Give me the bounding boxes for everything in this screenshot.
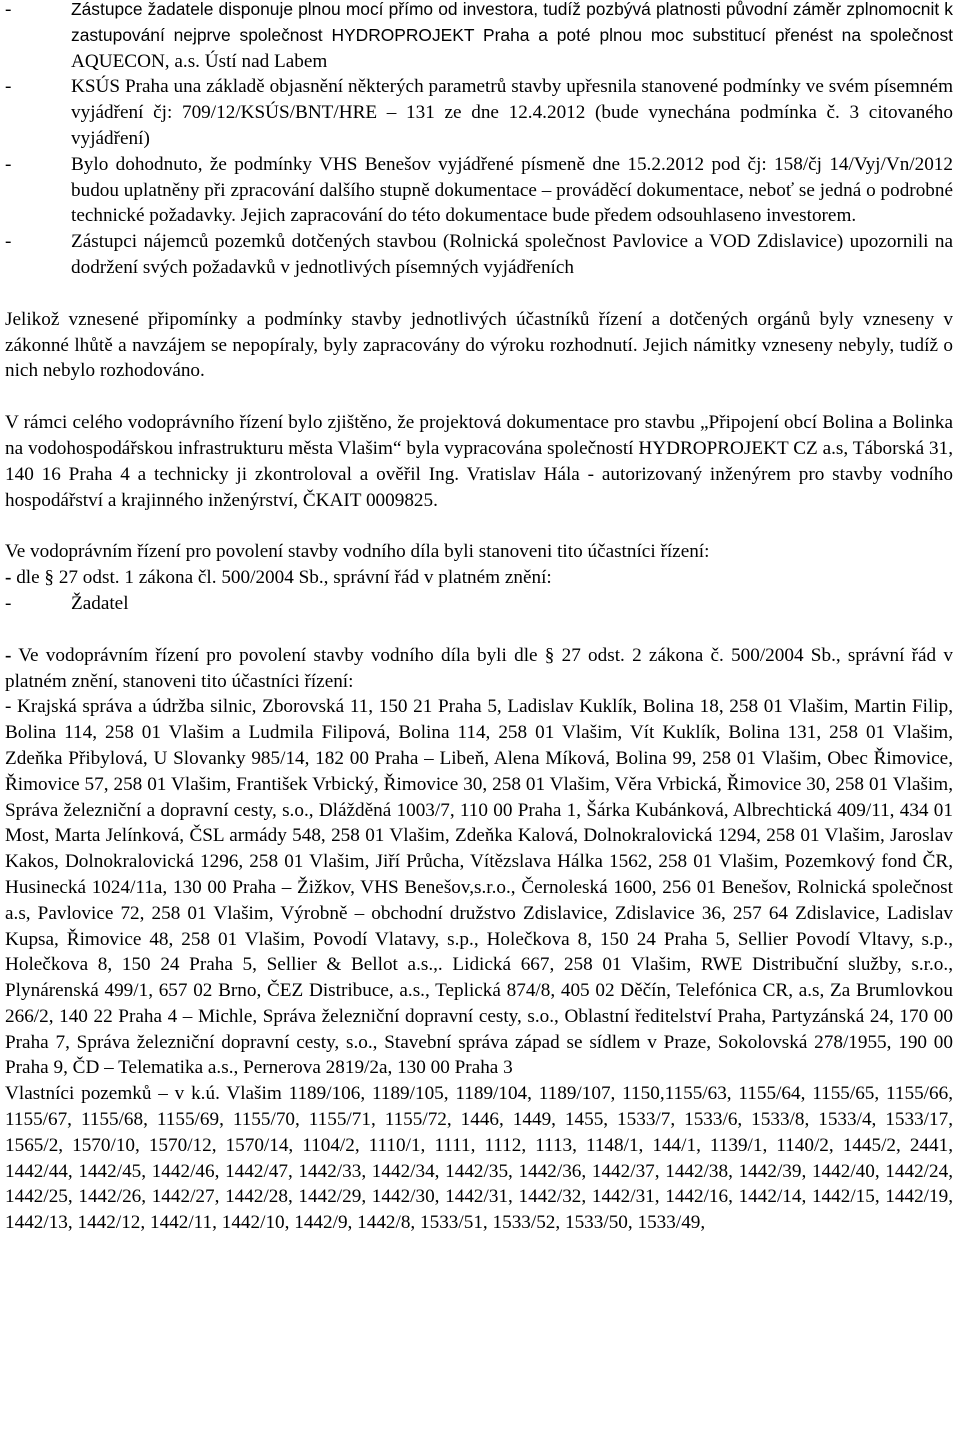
law-1-dash: - [5,567,12,589]
bullet-text-sans: Zástupce žadatele disponuje plnou mocí přímo od investora, tudíž pozbývá platnosti původní záměr zplnomocnit k zastupování nejprve společnost HYDROPROJEKT Praha a poté plnou moc substitucí přenést na společnost [71,0,953,45]
bullet-dash: - [5,0,12,20]
bullet-item-ksus [5,74,953,151]
law-1-text: dle § 27 odst. 1 zákona čl. 500/2004 Sb., správní řád v platném znění: [11,567,552,589]
law-2-dash: - [5,644,12,666]
bullet-text: KSÚS Praha una základě objasnění některých parametrů stavby upřesnila stanovené podmínky ve svém písemném vyjádření čj: 709/12/KSÚS/BNT/HRE – 131 ze dne 12.4.2012 (bude vynechána podmínka č. 3 citovaného vyjádření) [71,76,953,149]
participants-law-2 [5,643,953,695]
bullet-dash: - [5,153,12,175]
bullet-text: Bylo dohodnuto, že podmínky VHS Benešov vyjádřené písmeně dne 15.2.2012 pod čj: 158/čj 14/Vyj/Vn/2012 budou uplatněny při zpracování dalšího stupně dokumentace – prováděcí dokumentace, neboť se jedná o podrobné technické požadavky. Jejich zapracování do této dokumentace bude předem odsouhlaseno investorem. [71,153,953,227]
bullet-text: Zástupci nájemců pozemků dotčených stavbou (Rolnická společnost Pavlovice a VOD Zdislavice) upozornili na dodržení svých požadavků v jednotlivých písemných vyjádřeních [71,231,953,278]
bullet-item-representation [5,0,953,74]
top-bullet-list [5,0,953,281]
participants-law-1 [5,565,953,591]
participants-list: - Krajská správa a údržba silnic, Zborovská 11, 150 21 Praha 5, Ladislav Kuklík, Bolina 18, 258 01 Vlašim, Martin Filip, Bolina 114, 258 01 Vlašim a Ludmila Filipová, Bolina 114, 258 01 Vlašim, Vít Kuklík, Bolina 131, 258 01 Vlašim, Zdeňka Přibylová, U Slovanky 985/14, 182 00 Praha – Libeň, Alena Míková, Bolina 99, 258 01 Vlašim, Obec Řimovice, Řimovice 57, 258 01 Vlašim, František Vrbický, Řimovice 30, 258 01 Vlašim, Věra Vrbická, Řimovice 30, 258 01 Vlašim, Správa železniční a dopravní cesty, s.o., Dlážděná 1003/7, 110 00 Praha 1, Šárka Kubánková, Albrechtická 409/11, 434 01 Most, Marta Jelínková, ČSL armády 548, 258 01 Vlašim, Zdeňka Kalová, Dolnokralovická 1294, 258 01 Vlašim, Jaroslav Kakos, Dolnokralovická 1296, 258 01 Vlašim, Jiří Průcha, Vítězslava Hálka 1562, 258 01 Vlašim, Pozemkový fond ČR, Husinecká 1024/11a, 130 00 Praha – Žižkov, VHS Benešov,s.r.o., Černoleská 1600, 256 01 Benešov, Rolnická společnost a.s, Pavlovice 72, 258 01 Vlašim, Výrobně – obchodní družstvo Zdislavice, Zdislavice 36, 257 64 Zdislavice, Ladislav Kupsa, Řimovice 48, 258 01 Vlašim, Povodí Vlatavy, s.p., Holečkova 8, 150 24 Praha 5, Sellier Povodí Vltavy, s.p., Holečkova 8, 150 24 Praha 5, Sellier & Bellot a.s.,. Lidická 667, 258 01 Vlašim, RWE Distribuční služby, s.r.o., Plynárenská 499/1, 657 02 Brno, ČEZ Distribuce, a.s., Teplická 874/8, 405 02 Děčín, Telefónica CR, a.s, Za Brumlovkou 266/2, 140 22 Praha 4 – Michle, Správa železniční dopravní cesty, s.o., Oblastní ředitelství Praha, Partyzánská 24, 170 00 Praha 7, Správa železniční dopravní cesty, s.o., Stavební správa západ se sídlem v Praze, Sokolovská 278/1955, 190 00 Praha 9, ČD – Telematika a.s., Pernerova 2819/2a, 130 00 Praha 3 [5,696,953,1079]
bullet-item-tenants [5,229,953,281]
document-page [5,0,953,1236]
bullet-text: AQUECON, a.s. Ústí nad Labem [71,50,328,72]
applicant-dash: - [5,592,12,614]
participant-applicant [5,591,953,617]
law-2-text: Ve vodoprávním řízení pro povolení stavby vodního díla byli dle § 27 odst. 2 zákona č. 500/2004 Sb., správní řád v platném znění, stanoveni tito účastníci řízení: [5,644,953,692]
bullet-dash: - [5,231,12,253]
owners-parcels: Vlastníci pozemků – v k.ú. Vlašim 1189/106, 1189/105, 1189/104, 1189/107, 1150,1155/63, 1155/64, 1155/65, 1155/66, 1155/67, 1155/68, 1155/69, 1155/70, 1155/71, 1155/72, 1446, 1449, 1455, 1533/7, 1533/6, 1533/8, 1533/4, 1533/17, 1565/2, 1570/10, 1570/12, 1570/14, 1104/2, 1110/1, 1111, 1112, 1113, 1148/1, 144/1, 1139/1, 1140/2, 1445/2, 2441, 1442/44, 1442/45, 1442/46, 1442/47, 1442/33, 1442/34, 1442/35, 1442/36, 1442/37, 1442/38, 1442/39, 1442/40, 1442/24, 1442/25, 1442/26, 1442/27, 1442/28, 1442/29, 1442/30, 1442/31, 1442/32, 1442/31, 1442/16, 1442/14, 1442/15, 1442/19, 1442/13, 1442/12, 1442/11, 1442/10, 1442/9, 1442/8, 1533/51, 1533/52, 1533/50, 1533/49, [5,1083,953,1234]
paragraph-project-documentation: V rámci celého vodoprávního řízení bylo zjištěno, že projektová dokumentace pro stavbu „Připojení obcí Bolina a Bolinka na vodohospodářskou infrastrukturu města Vlašim“ byla vypracována společností HYDROPROJEKT CZ a.s, Táborská 31, 140 16 Praha 4 a technicky ji zkontroloval a ověřil Ing. Vratislav Hála - autorizovaný inženýrem pro stavby vodního hospodářství a krajinného inženýrství, ČKAIT 0009825. [5,412,953,511]
participants-intro: Ve vodoprávním řízení pro povolení stavby vodního díla byli stanoveni tito účastníci řízení: [5,541,710,563]
paragraph-objections: Jelikož vznesené připomínky a podmínky stavby jednotlivých účastníků řízení a dotčených orgánů byly vzneseny v zákonné lhůtě a navzájem se nepopíraly, byly zapracovány do výroku rozhodnutí. Jejich námitky vzneseny nebyly, tudíž o nich nebylo rozhodováno. [5,308,953,382]
bullet-dash: - [5,76,12,98]
applicant-text: Žadatel [71,592,129,614]
bullet-item-vhs [5,152,953,229]
